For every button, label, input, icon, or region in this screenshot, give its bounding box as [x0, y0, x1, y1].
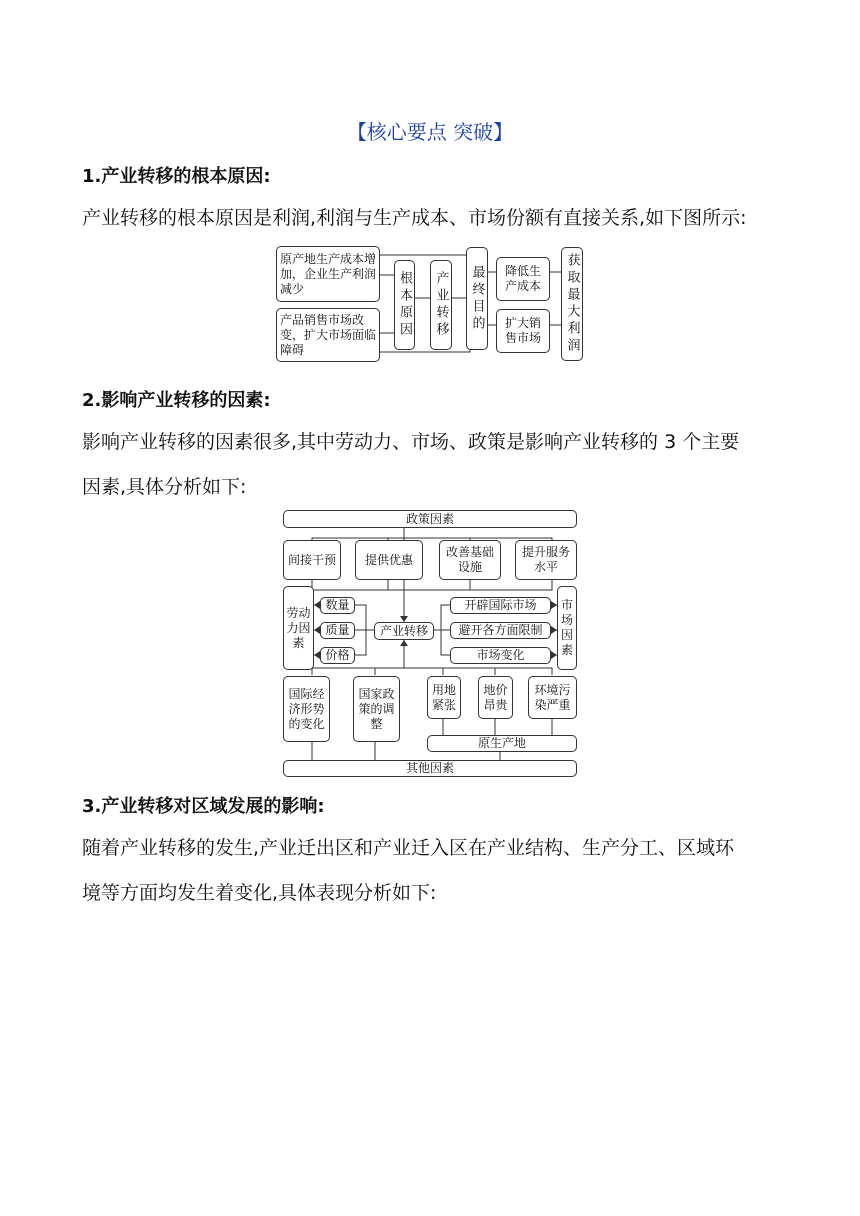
center-transfer-box: 产业转移 — [374, 622, 434, 640]
market-factor-box: 市场因素 — [557, 586, 577, 670]
bottom-item-1: 国际经济形势的变化 — [283, 676, 330, 742]
goal-box: 最终目的 — [466, 247, 488, 350]
labor-item-price: 价格 — [320, 647, 355, 664]
transfer-box: 产业转移 — [430, 260, 452, 350]
section-2-text-line2: 因素,具体分析如下: — [82, 476, 247, 498]
bottom-item-3: 用地紧张 — [427, 676, 461, 719]
policy-item-3: 改善基础设施 — [439, 540, 501, 580]
section-2-heading: 2.影响产业转移的因素: — [82, 390, 271, 411]
cause-market-box: 产品销售市场改变，扩大市场面临障碍 — [276, 308, 380, 362]
market-item-1: 开辟国际市场 — [450, 597, 551, 614]
bottom-item-2: 国家政策的调整 — [353, 676, 400, 742]
labor-item-quality: 质量 — [320, 622, 355, 639]
section-3-heading: 3.产业转移对区域发展的影响: — [82, 796, 325, 817]
labor-factor-box: 劳动力因素 — [283, 586, 314, 670]
section-1-heading: 1.产业转移的根本原因: — [82, 166, 271, 187]
market-item-3: 市场变化 — [450, 647, 551, 664]
other-factor-bar: 其他因素 — [283, 760, 577, 777]
policy-item-2: 提供优惠 — [355, 540, 423, 580]
section-3-text-line2: 境等方面均发生着变化,具体表现分析如下: — [82, 882, 437, 904]
page-title: 【核心要点 突破】 — [346, 120, 514, 144]
profit-box: 获取最大利润 — [561, 247, 583, 361]
section-2-text-line1: 影响产业转移的因素很多,其中劳动力、市场、政策是影响产业转移的 3 个主要 — [82, 431, 740, 453]
labor-item-quantity: 数量 — [320, 597, 355, 614]
section-3-text-line1: 随着产业转移的发生,产业迁出区和产业迁入区在产业结构、生产分工、区域环 — [82, 837, 735, 859]
market-item-2: 避开各方面限制 — [450, 622, 551, 639]
bottom-item-4: 地价昂贵 — [478, 676, 513, 719]
expand-market-box: 扩大销售市场 — [496, 309, 550, 353]
origin-bar: 原生产地 — [427, 735, 577, 752]
cause-cost-box: 原产地生产成本增加，企业生产利润减少 — [276, 246, 380, 302]
reduce-cost-box: 降低生产成本 — [496, 257, 550, 301]
policy-factor-bar: 政策因素 — [283, 510, 577, 528]
section-1-text: 产业转移的根本原因是利润,利润与生产成本、市场份额有直接关系,如下图所示: — [82, 207, 747, 229]
bottom-item-5: 环境污染严重 — [528, 676, 577, 719]
root-cause-box: 根本原因 — [394, 260, 415, 350]
policy-item-1: 间接干预 — [283, 540, 341, 580]
policy-item-4: 提升服务水平 — [515, 540, 577, 580]
